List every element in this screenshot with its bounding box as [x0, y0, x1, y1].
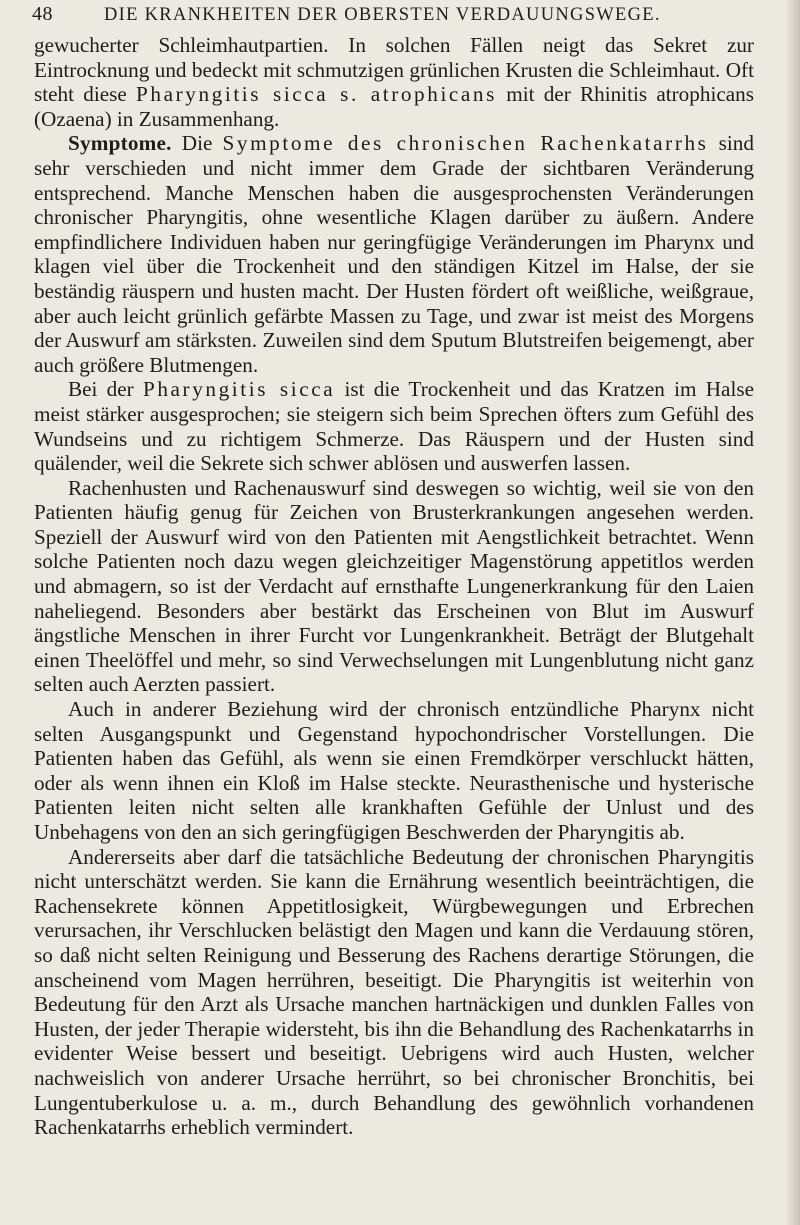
- paragraph-3: [34, 377, 754, 475]
- body-text: [34, 33, 754, 1140]
- text-run: ist die Trockenheit und das Kratzen im Halse meist stärker ausgesprochen; sie steigern sich beim Sprechen öfters zum Gefühl des Wundseins und zu richtigem Schmerze. Das Räuspern und der Husten sind quälender, weil die Sekrete sich schwer ablösen und auswerfen lassen.: [34, 377, 754, 476]
- paragraph-5: [34, 697, 754, 845]
- paragraph-1: [34, 33, 754, 131]
- page-edge-shadow: [786, 0, 800, 1225]
- text-run: Andererseits aber darf die tatsächliche Bedeutung der chronischen Pharyngitis nicht unterschätzt werden. Sie kann die Ernährung wesentlich beeinträchtigen, die Rachensekrete können Appetitlosigkeit, Würgbewegungen und Erbrechen verursachen, ihr Verschlucken belästigt den Magen und kann die Verdauung stören, so daß nicht selten Reinigung und Besserung des Rachens derartige Störungen, die anscheinend vom Magen herrühren, beseitigt. Die Pharyngitis ist weiterhin von Bedeutung für den Arzt als Ursache manchen hartnäckigen und dunklen Falles von Husten, der jeder Therapie widersteht, bis ihn die Behandlung des Rachenkatarrhs in evidenter Weise bessert und beseitigt. Uebrigens wird auch Husten, welcher nachweislich von anderer Ursache herrührt, so bei chronischer Bronchitis, bei Lungentuberkulose u. a. m., durch Behandlung des gewöhnlich vorhandenen Rachenkatarrhs erheblich vermindert.: [34, 844, 754, 1140]
- text-run: Bei der: [68, 377, 143, 402]
- text-run: gewucherter Schleimhautpartien. In solchen Fällen neigt das Sekret zur Eintrocknung und bedeckt mit schmutzigen grünlichen Krusten die Schleimhaut. Oft steht diese: [34, 33, 754, 107]
- emphasized-term: Symptome des chronischen Rachenkatarrhs: [222, 131, 709, 156]
- paragraph-4: [34, 476, 754, 697]
- paragraph-2: [34, 131, 754, 377]
- text-run: mit der Rhinitis atrophicans (Ozaena) in Zusammenhang.: [34, 82, 754, 131]
- page-number: 48: [32, 3, 53, 25]
- section-heading: Symptome.: [68, 131, 172, 156]
- running-header: [32, 3, 752, 27]
- text-run: Rachenhusten und Rachenauswurf sind deswegen so wichtig, weil sie von den Patienten häufig genug für Zeichen von Brusterkrankungen angesehen werden. Speziell der Auswurf wird von den Patienten mit Aengstlichkeit betrachtet. Wenn solche Patienten noch dazu wegen gleichzeitiger Magenstörung appetitlos werden und abmagern, so ist der Verdacht auf ernsthafte Lungenerkrankung für den Laien naheliegend. Besonders aber bestärkt das Erscheinen von Blut im Auswurf ängstliche Menschen in ihrer Furcht vor Lungenkrankheit. Beträgt der Blutgehalt einen Theelöffel und mehr, so sind Verwechselungen mit Lungenblutung nicht ganz selten auch Aerzten passiert.: [34, 475, 754, 697]
- running-title: DIE KRANKHEITEN DER OBERSTEN VERDAUUNGSWEGE.: [104, 5, 661, 25]
- paragraph-6: [34, 845, 754, 1140]
- emphasized-term: Pharyngitis sicca: [142, 377, 336, 402]
- text-run: Die: [171, 131, 223, 156]
- emphasized-term: Pharyngitis sicca s. atrophicans: [136, 82, 497, 107]
- text-run: Auch in anderer Beziehung wird der chronisch entzündliche Pharynx nicht selten Ausgangspunkt und Gegenstand hypochondrischer Vorstellungen. Die Patienten haben das Gefühl, als wenn sie einen Fremdkörper verschluckt hätten, oder als wenn ihnen ein Kloß im Halse steckte. Neurasthenische und hysterische Patienten leiten nicht selten alle krankhaften Gefühle der Unlust und des Unbehagens von den an sich geringfügigen Beschwerden der Pharyngitis ab.: [34, 697, 754, 844]
- text-run: sind sehr verschieden und nicht immer dem Grade der sichtbaren Veränderung entsprechend. Manche Menschen haben die ausgesprochensten Veränderungen chronischer Pharyngitis, ohne wesentliche Klagen darüber zu äußern. Andere empfindlichere Individuen haben nur geringfügige Veränderungen im Pharynx und klagen viel über die Trockenheit und den ständigen Kitzel im Halse, der sie beständig räuspern und husten macht. Der Husten fördert oft weißliche, weißgraue, aber auch leicht grünlich gefärbte Massen zu Tage, und zwar ist meist des Morgens der Auswurf am stärksten. Zuweilen sind dem Sputum Blutstreifen beigemengt, aber auch größere Blutmengen.: [34, 131, 754, 377]
